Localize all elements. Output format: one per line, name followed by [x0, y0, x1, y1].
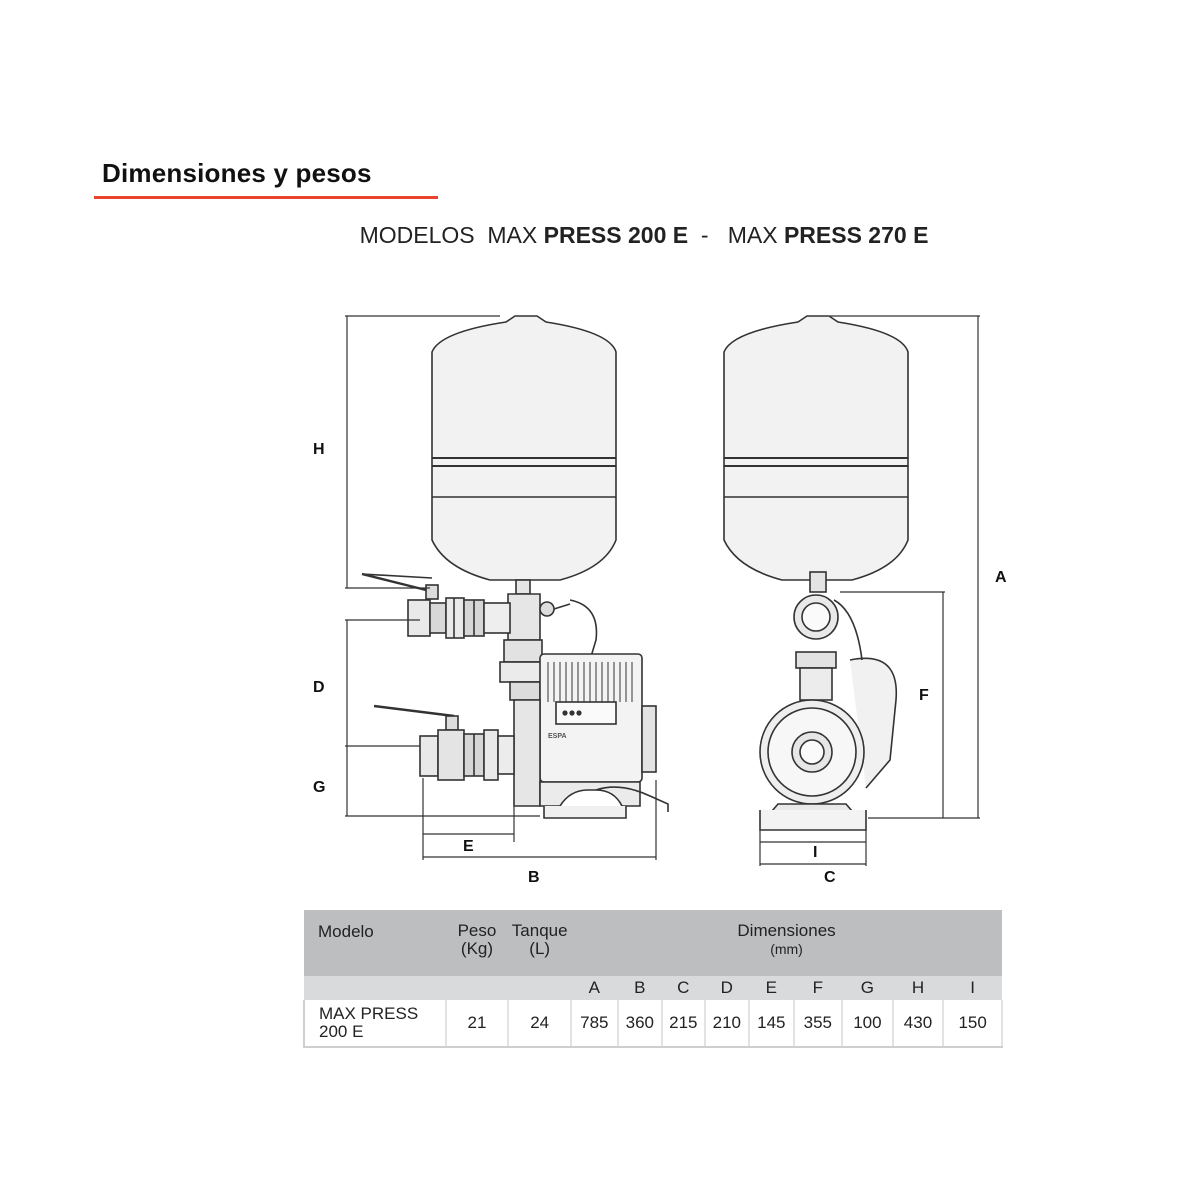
col-header-f: F	[794, 976, 843, 1000]
control-box	[540, 654, 656, 782]
header-dimensions-unit: (mm)	[770, 941, 803, 957]
cell-model-line1: MAX PRESS	[319, 1004, 419, 1023]
specs-table	[303, 910, 1003, 1048]
cell-weight: 21	[446, 1000, 509, 1047]
header-weight-label: Peso	[457, 921, 497, 940]
col-header-g: G	[842, 976, 893, 1000]
lower-valve	[374, 706, 514, 780]
col-header-e: E	[749, 976, 794, 1000]
dim-label-i: I	[813, 844, 818, 861]
cell-dim-a: 785	[571, 1000, 618, 1047]
dim-label-c: C	[824, 869, 836, 886]
col-header-a: A	[571, 976, 618, 1000]
cell-tank: 24	[508, 1000, 571, 1047]
model-2-name: PRESS 270 E	[783, 222, 929, 248]
side-view-tank	[432, 316, 616, 580]
dim-label-d: D	[313, 679, 325, 696]
cell-dim-d: 210	[705, 1000, 750, 1047]
col-header-b: B	[618, 976, 663, 1000]
cell-dim-b: 360	[618, 1000, 663, 1047]
section-title: Dimensiones y pesos	[102, 158, 372, 188]
front-view-tank	[724, 316, 908, 580]
upper-valve	[362, 574, 596, 660]
dim-label-a: A	[995, 569, 1007, 586]
header-tank-label: Tanque	[511, 921, 568, 940]
dim-label-b: B	[528, 869, 540, 886]
header-tank-unit: (L)	[529, 939, 551, 958]
header-weight	[446, 910, 509, 976]
cell-dim-c: 215	[662, 1000, 704, 1047]
cell-dim-e: 145	[749, 1000, 794, 1047]
cell-dim-f: 355	[794, 1000, 843, 1047]
dim-label-f: F	[919, 687, 929, 704]
dim-label-h: H	[313, 441, 325, 458]
table-row	[304, 1000, 1002, 1047]
dim-label-e: E	[463, 838, 474, 855]
header-weight-unit: (Kg)	[460, 939, 494, 958]
table-header-row	[304, 910, 1002, 976]
cell-model	[304, 1000, 446, 1047]
dim-label-g: G	[313, 779, 326, 796]
col-header-c: C	[662, 976, 704, 1000]
col-header-h: H	[893, 976, 944, 1000]
header-model: Modelo	[304, 910, 446, 976]
models-separator: - MAX	[688, 222, 784, 248]
col-header-i: I	[943, 976, 1002, 1000]
header-tank	[508, 910, 571, 976]
models-prefix: MODELOS MAX	[359, 222, 544, 248]
cell-model-line2: 200 E	[319, 1022, 364, 1041]
header-dimensions	[571, 910, 1002, 976]
cell-dim-i: 150	[943, 1000, 1002, 1047]
header-dimensions-label: Dimensiones	[737, 921, 836, 940]
table-subheader-row	[304, 976, 1002, 1000]
cell-dim-g: 100	[842, 1000, 893, 1047]
subheader-blank	[304, 976, 571, 1000]
cell-dim-h: 430	[893, 1000, 944, 1047]
brand-logo-text: ESPA	[548, 733, 567, 740]
model-1-name: PRESS 200 E	[543, 222, 689, 248]
col-header-d: D	[705, 976, 750, 1000]
